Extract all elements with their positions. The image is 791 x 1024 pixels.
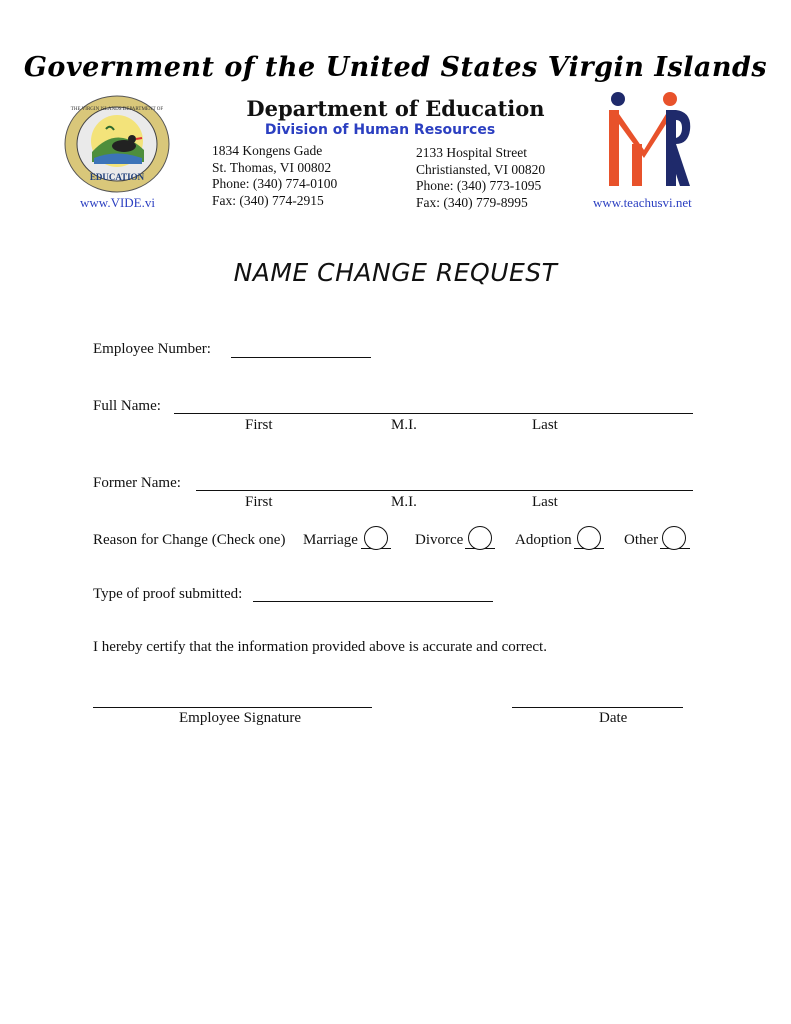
full-name-field[interactable] [174,413,693,414]
office-fax: Fax: (340) 774-2915 [212,192,324,208]
office-st-thomas [212,143,337,209]
date-caption: Date [599,710,628,726]
reason-label: Reason for Change (Check one) [93,532,286,548]
proof-label: Type of proof submitted: [93,586,243,602]
signature-caption: Employee Signature [179,710,302,726]
teachusvi-link[interactable]: www.teachusvi.net [593,195,692,210]
office-phone: Phone: (340) 773-1095 [416,178,542,193]
former-name-field[interactable] [196,490,693,491]
reason-marriage-checkbox[interactable] [364,526,388,550]
reason-other-checkbox[interactable] [662,526,686,550]
former-name-last-caption: Last [532,494,558,510]
full-name-last-caption: Last [532,417,558,433]
reason-adoption-label: Adoption [515,532,572,548]
office-st-croix [416,145,545,211]
seal-ring-text: THE VIRGIN ISLANDS DEPARTMENT OF [70,107,164,112]
hr-logo [604,90,694,190]
form-title: NAME CHANGE REQUEST [233,258,558,287]
office-street: 1834 Kongens Gade [212,143,323,158]
former-name-mi-caption: M.I. [391,494,417,510]
proof-field[interactable] [253,601,493,602]
former-name-first-caption: First [245,494,273,510]
division-name: Division of Human Resources [264,122,496,138]
reason-adoption-checkbox[interactable] [577,526,601,550]
reason-marriage-label: Marriage [303,532,358,548]
full-name-first-caption: First [245,417,273,433]
signature-field[interactable] [93,707,372,708]
certification-text: I hereby certify that the information provided above is accurate and correct. [93,639,547,655]
reason-divorce-label: Divorce [415,532,464,548]
government-title: Government of the United States Virgin Islands [23,52,768,83]
office-city: Christiansted, VI 00820 [416,161,546,177]
office-phone: Phone: (340) 774-0100 [212,176,338,191]
former-name-label: Former Name: [93,475,181,491]
office-fax: Fax: (340) 779-8995 [416,194,528,210]
department-name: Department of Education [246,96,545,121]
full-name-label: Full Name: [93,398,161,414]
vide-link[interactable]: www.VIDE.vi [80,195,155,210]
reason-other-label: Other [624,532,659,548]
seal-text: EDUCATION [89,172,145,182]
office-street: 2133 Hospital Street [416,145,527,160]
office-city: St. Thomas, VI 00802 [212,159,332,175]
employee-number-field[interactable] [231,357,371,358]
full-name-mi-caption: M.I. [391,417,417,433]
employee-number-label: Employee Number: [93,341,211,357]
reason-divorce-checkbox[interactable] [468,526,492,550]
date-field[interactable] [512,707,683,708]
